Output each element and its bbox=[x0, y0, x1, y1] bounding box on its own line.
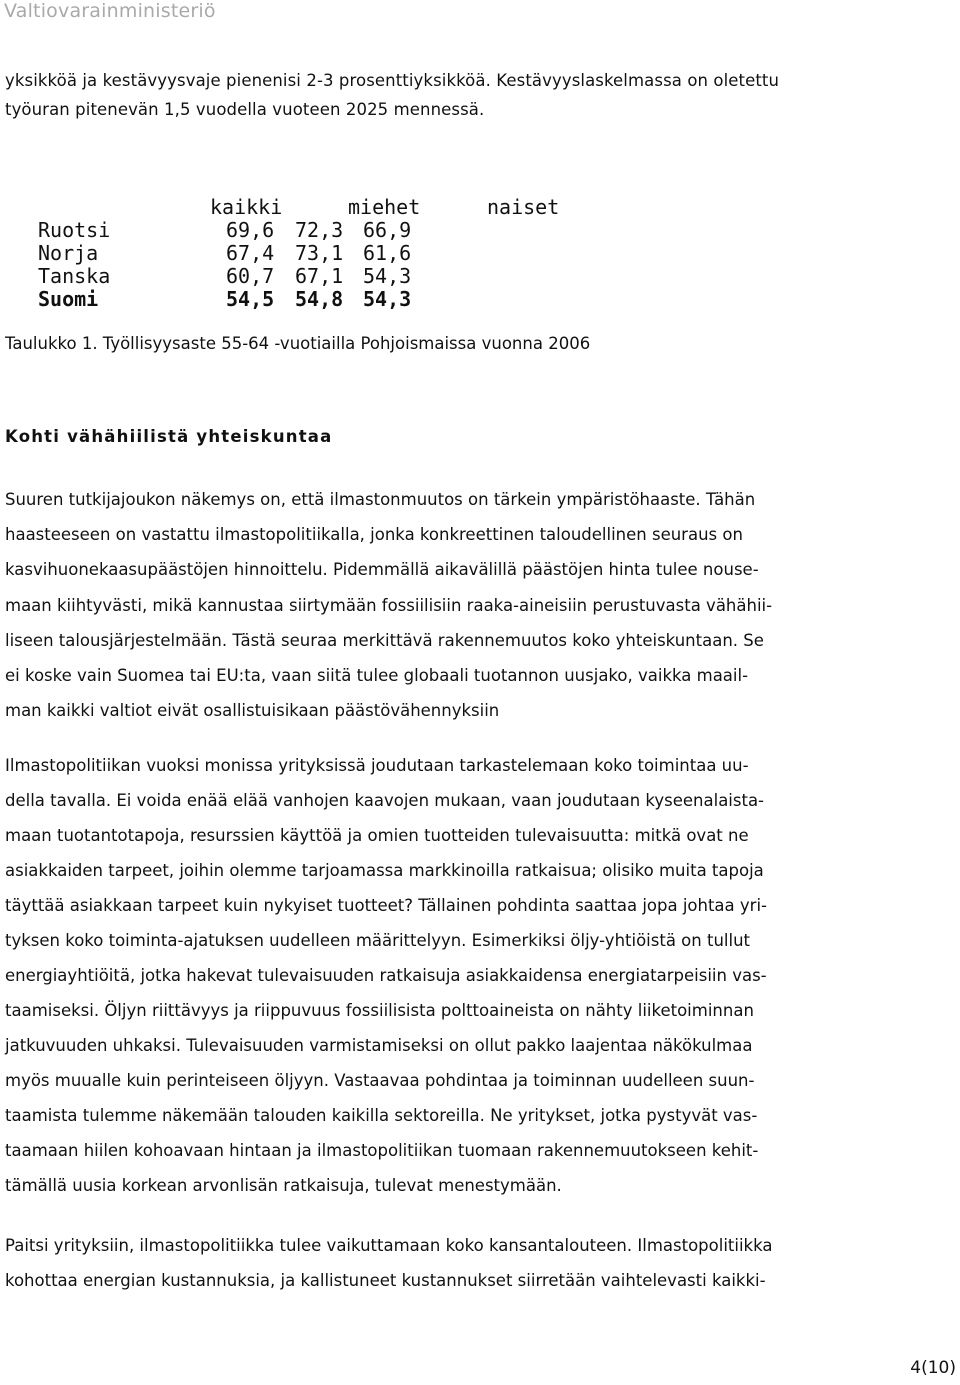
text-line: della tavalla. Ei voida enää elää vanhojen kaavojen mukaan, vaan joudutaan kyseenalaista- bbox=[5, 791, 765, 810]
value-cell: 60,7 bbox=[226, 264, 275, 288]
paragraph-1 bbox=[5, 482, 955, 728]
text-line: tyksen koko toiminta-ajatuksen uudelleen määrittelyyn. Esimerkiksi öljy-yhtiöistä on tullut bbox=[5, 931, 751, 950]
text-line: Suuren tutkijajoukon näkemys on, että ilmastonmuutos on tärkein ympäristöhaaste. Tähän bbox=[5, 490, 756, 509]
country-cell: Ruotsi bbox=[38, 218, 111, 242]
column-header-naiset: naiset bbox=[487, 195, 560, 219]
text-line: taamiseksi. Öljyn riittävyys ja riippuvuus fossiilisista polttoaineista on nähty liiketoiminnan bbox=[5, 1001, 754, 1020]
value-cell: 61,6 bbox=[363, 241, 412, 265]
table-caption: Taulukko 1. Työllisyysaste 55-64 -vuotiailla Pohjoismaissa vuonna 2006 bbox=[5, 334, 591, 353]
value-cell: 72,3 bbox=[295, 218, 344, 242]
text-line: asiakkaiden tarpeet, joihin olemme tarjoamassa markkinoilla ratkaisua; olisiko muita tapoja bbox=[5, 861, 764, 880]
text-line: tämällä uusia korkean arvonlisän ratkaisuja, tulevat menestymään. bbox=[5, 1176, 562, 1195]
text-line: taamaan hiilen kohoavaan hintaan ja ilmastopolitiikan tuomaan rakennemuutokseen kehit- bbox=[5, 1141, 759, 1160]
text-line: Ilmastopolitiikan vuoksi monissa yrityksissä joudutaan tarkastelemaan koko toimintaa uu- bbox=[5, 756, 749, 775]
value-cell: 54,3 bbox=[363, 264, 412, 288]
text-line: maan tuotantotapoja, resurssien käyttöä ja omien tuotteiden tulevaisuutta: mitkä ovat ne bbox=[5, 826, 749, 845]
text-line: kohottaa energian kustannuksia, ja kallistuneet kustannukset siirretään vaihtelevasti kaikki- bbox=[5, 1270, 766, 1290]
text-line: man kaikki valtiot eivät osallistuisikaan päästövähennyksiin bbox=[5, 701, 500, 721]
text-line: taamista tulemme näkemään talouden kaikilla sektoreilla. Ne yritykset, jotka pystyvät vas- bbox=[5, 1106, 758, 1125]
value-cell: 73,1 bbox=[295, 241, 344, 265]
intro-line: työuran pitenevän 1,5 vuodella vuoteen 2025 mennessä. bbox=[5, 100, 485, 119]
value-cell: 67,4 bbox=[226, 241, 275, 265]
text-line: ei koske vain Suomea tai EU:ta, vaan siitä tulee globaali tuotannon uusjako, vaikka maail- bbox=[5, 666, 749, 686]
country-cell: Suomi bbox=[38, 287, 99, 311]
text-line: kasvihuonekaasupäästöjen hinnoittelu. Pidemmällä aikavälillä päästöjen hinta tulee nouse- bbox=[5, 560, 759, 580]
intro-line: yksikköä ja kestävyysvaje pienenisi 2-3 prosenttiyksikköä. Kestävyyslaskelmassa on oletettu bbox=[5, 71, 780, 90]
value-cell: 66,9 bbox=[363, 218, 412, 242]
column-header-kaikki: kaikki bbox=[210, 195, 283, 219]
text-line: energiayhtiöitä, jotka hakevat tulevaisuuden ratkaisuja asiakkaidensa energiatarpeisiin vas- bbox=[5, 966, 767, 985]
ministry-title: Valtiovarainministeriö bbox=[4, 0, 216, 22]
country-cell: Norja bbox=[38, 241, 99, 265]
page-number: 4(10) bbox=[910, 1358, 956, 1378]
value-cell: 69,6 bbox=[226, 218, 275, 242]
text-line: haasteeseen on vastattu ilmastopolitiikalla, jonka konkreettinen taloudellinen seuraus on bbox=[5, 525, 743, 545]
intro-paragraph bbox=[5, 66, 955, 124]
text-line: jatkuvuuden uhkaksi. Tulevaisuuden varmistamiseksi on ollut pakko laajentaa näkökulmaa bbox=[5, 1036, 753, 1055]
text-line: liseen talousjärjestelmään. Tästä seuraa merkittävä rakennemuutos koko yhteiskuntaan. Se bbox=[5, 630, 764, 650]
country-cell: Tanska bbox=[38, 264, 111, 288]
value-cell: 54,8 bbox=[295, 287, 344, 311]
value-cell: 54,3 bbox=[363, 287, 412, 311]
value-cell: 54,5 bbox=[226, 287, 275, 311]
text-line: Paitsi yrityksiin, ilmastopolitiikka tulee vaikuttamaan koko kansantalouteen. Ilmastopolitiikka bbox=[5, 1236, 773, 1255]
text-line: maan kiihtyvästi, mikä kannustaa siirtymään fossiilisiin raaka-aineisiin perustuvasta vähähii- bbox=[5, 595, 773, 615]
section-heading: Kohti vähähiilistä yhteiskuntaa bbox=[5, 427, 333, 446]
value-cell: 67,1 bbox=[295, 264, 344, 288]
paragraph-2 bbox=[5, 748, 955, 1203]
text-line: myös muualle kuin perinteiseen öljyyn. Vastaavaa pohdintaa ja toiminnan uudelleen suun- bbox=[5, 1071, 755, 1090]
text-line: täyttää asiakkaan tarpeet kuin nykyiset tuotteet? Tällainen pohdinta saattaa jopa johtaa yri- bbox=[5, 896, 767, 915]
page-header bbox=[0, 0, 960, 24]
column-header-miehet: miehet bbox=[348, 195, 421, 219]
paragraph-3 bbox=[5, 1229, 955, 1298]
